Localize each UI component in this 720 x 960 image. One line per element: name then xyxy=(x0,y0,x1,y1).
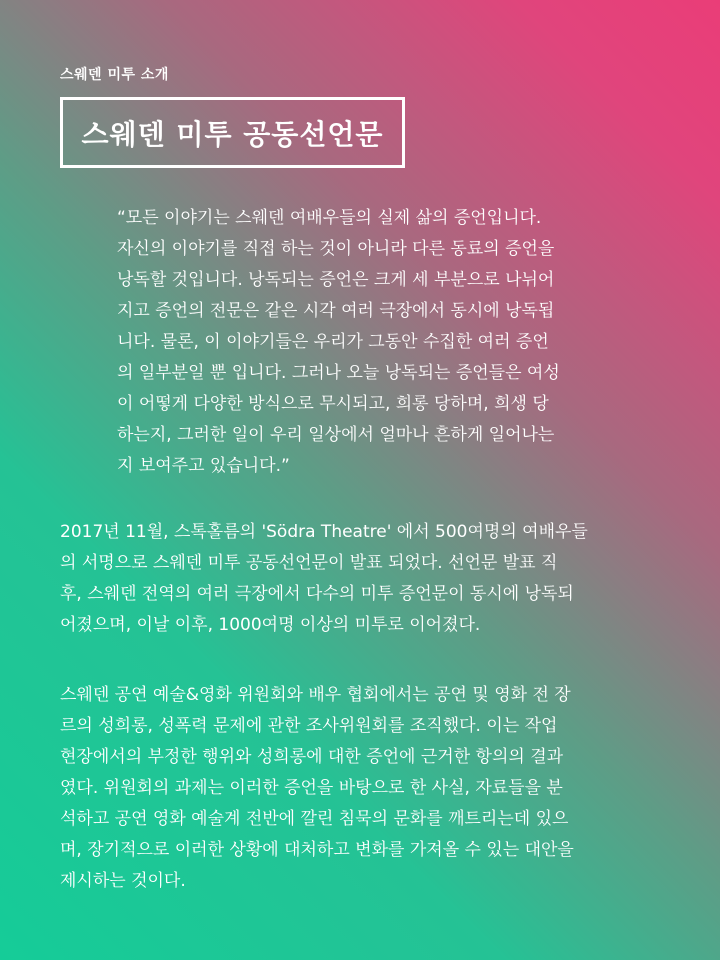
paragraph-line: 제시하는 것이다. xyxy=(60,871,186,891)
paragraph-line: 르의 성희롱, 성폭력 문제에 관한 조사위원회를 조직했다. 이는 작업 xyxy=(60,716,558,736)
paragraph-line: 어졌으며, 이날 이후, 1000여명 이상의 미투로 이어졌다. xyxy=(60,615,481,635)
paragraph-line: 였다. 위원회의 과제는 이러한 증언을 바탕으로 한 사실, 자료들을 분 xyxy=(60,778,563,798)
paragraph-line: 의 서명으로 스웨덴 미투 공동선언문이 발표 되었다. 선언문 발표 직 xyxy=(60,553,558,573)
quote-line: “모든 이야기는 스웨덴 여배우들의 실제 삶의 증언입니다. xyxy=(117,208,542,228)
quote-line: 자신의 이야기를 직접 하는 것이 아니라 다른 동료의 증언을 xyxy=(117,239,555,259)
paragraph-line: 현장에서의 부정한 행위와 성희롱에 대한 증언에 근거한 항의의 결과 xyxy=(60,747,564,767)
paragraph-line: 후, 스웨덴 전역의 여러 극장에서 다수의 미투 증언문이 동시에 낭독되 xyxy=(60,584,574,604)
quote-line: 의 일부분일 뿐 입니다. 그러나 오늘 낭독되는 증언들은 여성 xyxy=(117,363,560,383)
body-paragraph-1 xyxy=(60,517,700,641)
paragraph-line: 며, 장기적으로 이러한 상황에 대처하고 변화를 가져올 수 있는 대안을 xyxy=(60,840,574,860)
paragraph-line: 석하고 공연 영화 예술계 전반에 깔린 침묵의 문화를 깨트리는데 있으 xyxy=(60,809,569,829)
page-title: 스웨덴 미투 공동선언문 xyxy=(81,117,384,151)
quote-line: 낭독할 것입니다. 낭독되는 증언은 크게 세 부분으로 나뉘어 xyxy=(117,270,555,290)
quote-line: 지고 증언의 전문은 같은 시각 여러 극장에서 동시에 낭독됩 xyxy=(117,301,555,321)
quote-line: 이 어떻게 다양한 방식으로 무시되고, 희롱 당하며, 희생 당 xyxy=(117,394,549,414)
quote-line: 하는지, 그러한 일이 우리 일상에서 얼마나 흔하게 일어나는 xyxy=(117,425,555,445)
quote-block xyxy=(117,203,627,482)
paragraph-line: 2017년 11월, 스톡홀름의 'Södra Theatre' 에서 500여명의 여배우들 xyxy=(60,522,588,542)
section-eyebrow: 스웨덴 미투 소개 xyxy=(60,67,169,83)
body-paragraph-2 xyxy=(60,680,700,897)
paragraph-line: 스웨덴 공연 예술&영화 위원회와 배우 협회에서는 공연 및 영화 전 장 xyxy=(60,685,571,705)
quote-line: 지 보여주고 있습니다.” xyxy=(117,456,290,476)
title-box xyxy=(60,97,405,168)
quote-line: 니다. 물론, 이 이야기들은 우리가 그동안 수집한 여러 증언 xyxy=(117,332,549,352)
